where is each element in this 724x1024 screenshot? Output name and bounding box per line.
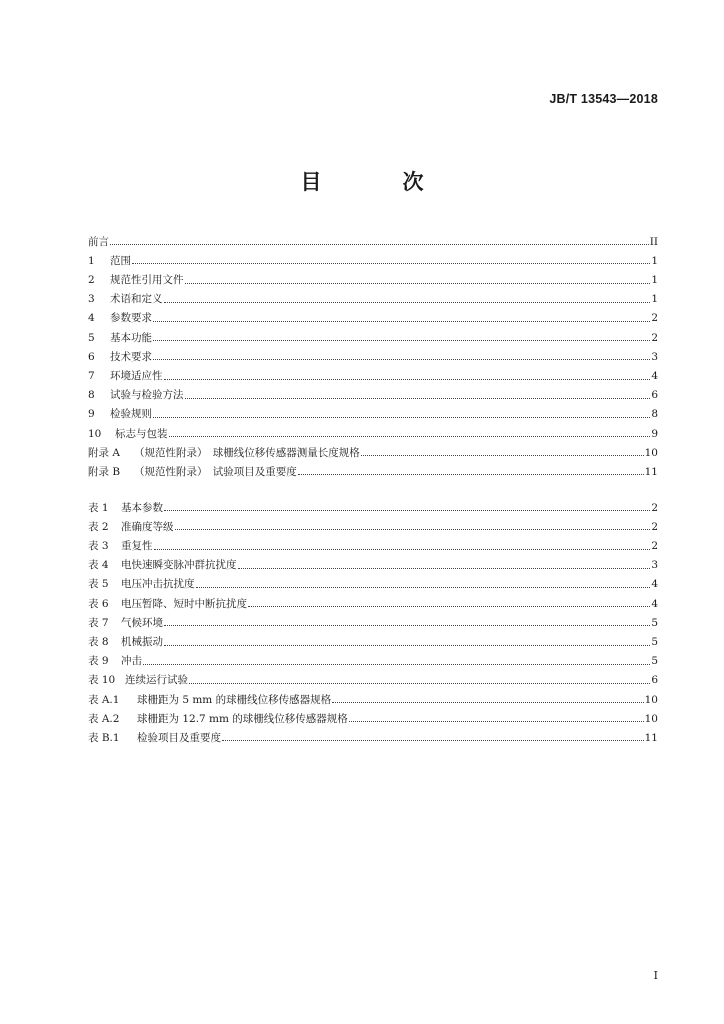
toc-entry-title: 冲击 [121, 655, 142, 668]
toc-entry-label [88, 733, 221, 744]
toc-entry[interactable] [88, 228, 658, 247]
toc-entry-title: 规范性引用文件 [110, 274, 184, 287]
dot-leader [189, 683, 650, 684]
toc-entry-label [88, 714, 348, 725]
toc-entry-page: 10 [644, 712, 658, 725]
toc-entry[interactable] [88, 458, 658, 477]
toc-entry-page: 2 [651, 331, 658, 344]
dot-leader [169, 436, 651, 437]
toc-entry-label [88, 371, 163, 382]
dot-leader [153, 359, 650, 360]
dot-leader [185, 398, 651, 399]
standard-number: JB/T 13543—2018 [549, 92, 658, 106]
toc-entry-label [88, 522, 174, 533]
toc-entry-page: 1 [651, 254, 658, 267]
toc-entry-title: 前言 [88, 235, 109, 248]
toc-entry-number: 1 [88, 254, 95, 267]
toc-entry-label [88, 467, 297, 478]
toc-entry-label [88, 256, 131, 267]
toc-entry[interactable] [88, 343, 658, 362]
toc-entry-page: 1 [651, 293, 658, 306]
toc-entry-number: 表 9 [88, 655, 109, 668]
dot-leader [143, 664, 650, 665]
page-number: I [653, 969, 658, 982]
toc-entry-page: 1 [651, 274, 658, 287]
toc-entry-page: 11 [644, 731, 658, 744]
toc-entry-number: 8 [88, 389, 95, 402]
toc-entry-label [88, 599, 247, 610]
toc-entry[interactable] [88, 494, 658, 513]
toc-entry-number: 5 [88, 331, 95, 344]
toc-entry-number: 3 [88, 293, 95, 306]
toc-entry-label [88, 448, 360, 459]
toc-entry-label [88, 352, 152, 363]
toc-entry-title: 技术要求 [110, 350, 152, 363]
toc-entry-title: 电快速瞬变脉冲群抗扰度 [121, 559, 237, 572]
toc-entry-page: II [649, 235, 658, 248]
toc-entry-number: 附录 A [88, 446, 120, 459]
toc-entry[interactable] [88, 628, 658, 647]
toc-entry-page: 3 [651, 350, 658, 363]
toc-entry[interactable] [88, 513, 658, 532]
toc-entry[interactable] [88, 382, 658, 401]
toc-entry-title: 检验规则 [110, 408, 152, 421]
dot-leader [349, 721, 644, 722]
toc-entry-number: 10 [88, 427, 102, 440]
toc-entry-page: 3 [651, 559, 658, 572]
toc-entry[interactable] [88, 286, 658, 305]
dot-leader [332, 702, 644, 703]
toc-entry[interactable] [88, 401, 658, 420]
toc-entry[interactable] [88, 686, 658, 705]
toc-entry-page: 9 [651, 427, 658, 440]
toc-entry-number: 4 [88, 312, 95, 325]
toc-entry-title: 电压冲击抗扰度 [121, 578, 195, 591]
toc-entry-label [88, 695, 331, 706]
toc-entry-page: 5 [651, 636, 658, 648]
page-title: 目 次 [300, 170, 454, 194]
toc-entry-page: 6 [651, 674, 658, 687]
toc-entry[interactable] [88, 420, 658, 439]
toc-entry-label [88, 429, 168, 440]
toc-entry[interactable] [88, 571, 658, 590]
toc-entry-label [88, 275, 184, 286]
toc-entry-title: 电压暂降、短时中断抗扰度 [121, 597, 247, 610]
toc-entry-number: 表 4 [88, 559, 109, 572]
toc-entry[interactable] [88, 609, 658, 628]
toc-entry-title: （规范性附录） 球栅线位移传感器测量长度规格 [134, 446, 360, 459]
toc-entry-number: 表 1 [88, 501, 109, 514]
toc-entry-number: 表 A.1 [88, 693, 120, 706]
toc-entry[interactable] [88, 667, 658, 686]
toc-entry-label [88, 618, 163, 629]
toc-entry[interactable] [88, 724, 658, 743]
dot-leader [110, 244, 649, 245]
dot-leader [164, 379, 651, 380]
toc-entry-number: 表 7 [88, 616, 109, 629]
dot-leader [153, 417, 650, 418]
toc-entry-page: 11 [644, 465, 658, 478]
toc-entry-title: 基本功能 [110, 331, 152, 344]
toc-entry-number: 表 5 [88, 578, 109, 591]
toc-entry-number: 表 10 [88, 674, 116, 687]
toc-entry[interactable] [88, 266, 658, 285]
toc-entry-label [88, 560, 237, 571]
toc-entry[interactable] [88, 590, 658, 609]
toc-entry-number: 7 [88, 370, 95, 382]
toc-entry-label [88, 237, 109, 248]
toc-entry-page: 5 [651, 655, 658, 668]
toc-entry-page: 5 [651, 616, 658, 629]
dot-leader [153, 321, 650, 322]
toc-entry[interactable] [88, 324, 658, 343]
toc-entry[interactable] [88, 439, 658, 458]
toc-entry-title: 球栅距为 5 mm 的球栅线位移传感器规格 [137, 693, 332, 706]
toc-entry-number: 表 B.1 [88, 731, 120, 744]
toc-entry-label [88, 313, 152, 324]
toc-entry-title: 术语和定义 [110, 293, 163, 306]
toc-entry[interactable] [88, 247, 658, 266]
dot-leader [361, 455, 644, 456]
dot-leader [185, 283, 651, 284]
toc-entry-number: 附录 B [88, 465, 121, 478]
toc-entry-label [88, 675, 188, 686]
toc-entry-title: 重复性 [121, 540, 153, 553]
toc-entry-title: 机械振动 [121, 636, 163, 648]
toc-entry-label [88, 409, 152, 420]
toc-entry-label [88, 503, 163, 514]
toc-entry-title: 参数要求 [110, 312, 152, 325]
dot-leader [248, 606, 650, 607]
toc-entry-label [88, 656, 142, 667]
toc-entry-label [88, 579, 195, 590]
dot-leader [196, 587, 651, 588]
toc-entry-number: 表 2 [88, 520, 109, 533]
toc-entry-label [88, 294, 163, 305]
toc-entry-label [88, 637, 163, 648]
dot-leader [153, 340, 650, 341]
dot-leader [164, 302, 651, 303]
toc-entry[interactable] [88, 305, 658, 324]
dot-leader [132, 263, 650, 264]
toc-entry[interactable] [88, 532, 658, 551]
toc-entry-page: 4 [651, 370, 658, 382]
toc-entry-label [88, 541, 153, 552]
dot-leader [164, 510, 650, 511]
toc-entry-number: 2 [88, 274, 95, 287]
toc-entry-page: 4 [651, 578, 658, 591]
toc-entry-title: 标志与包装 [115, 427, 168, 440]
toc-entry-number: 表 6 [88, 597, 109, 610]
dot-leader [298, 474, 644, 475]
toc-entry-page: 2 [651, 520, 658, 533]
table-of-contents [88, 228, 658, 477]
toc-entry[interactable] [88, 362, 658, 381]
toc-entry-title: 环境适应性 [110, 370, 163, 382]
toc-entry-page: 4 [651, 597, 658, 610]
toc-entry-title: （规范性附录） 试验项目及重要度 [134, 465, 297, 478]
toc-entry-title: 检验项目及重要度 [137, 731, 221, 744]
toc-entry-title: 试验与检验方法 [110, 389, 184, 402]
dot-leader [222, 740, 644, 741]
dot-leader [154, 549, 651, 550]
toc-entry-title: 球栅距为 12.7 mm 的球栅线位移传感器规格 [137, 712, 348, 725]
toc-entry-page: 2 [651, 312, 658, 325]
toc-entry[interactable] [88, 705, 658, 724]
dot-leader [164, 645, 650, 646]
dot-leader [164, 625, 650, 626]
dot-leader [175, 529, 651, 530]
toc-entry-number: 表 8 [88, 636, 109, 648]
toc-entry-page: 10 [644, 446, 658, 459]
toc-entry-number: 表 A.2 [88, 712, 120, 725]
toc-entry-number: 9 [88, 408, 95, 421]
toc-entry-title: 连续运行试验 [125, 674, 188, 687]
toc-entry-page: 2 [651, 540, 658, 553]
toc-entry[interactable] [88, 552, 658, 571]
toc-entry-title: 基本参数 [121, 501, 163, 514]
toc-entry-label [88, 333, 152, 344]
toc-entry-title: 范围 [110, 254, 131, 267]
toc-entry-page: 2 [651, 501, 658, 514]
list-of-tables [88, 494, 658, 743]
toc-entry-number: 6 [88, 350, 95, 363]
toc-entry-title: 气候环境 [121, 616, 163, 629]
toc-entry-title: 准确度等级 [121, 520, 174, 533]
toc-entry-page: 6 [651, 389, 658, 402]
toc-entry-page: 10 [644, 693, 658, 706]
toc-entry[interactable] [88, 648, 658, 667]
toc-entry-page: 8 [651, 408, 658, 421]
toc-entry-label [88, 390, 184, 401]
toc-entry-number: 表 3 [88, 540, 109, 553]
dot-leader [238, 568, 651, 569]
